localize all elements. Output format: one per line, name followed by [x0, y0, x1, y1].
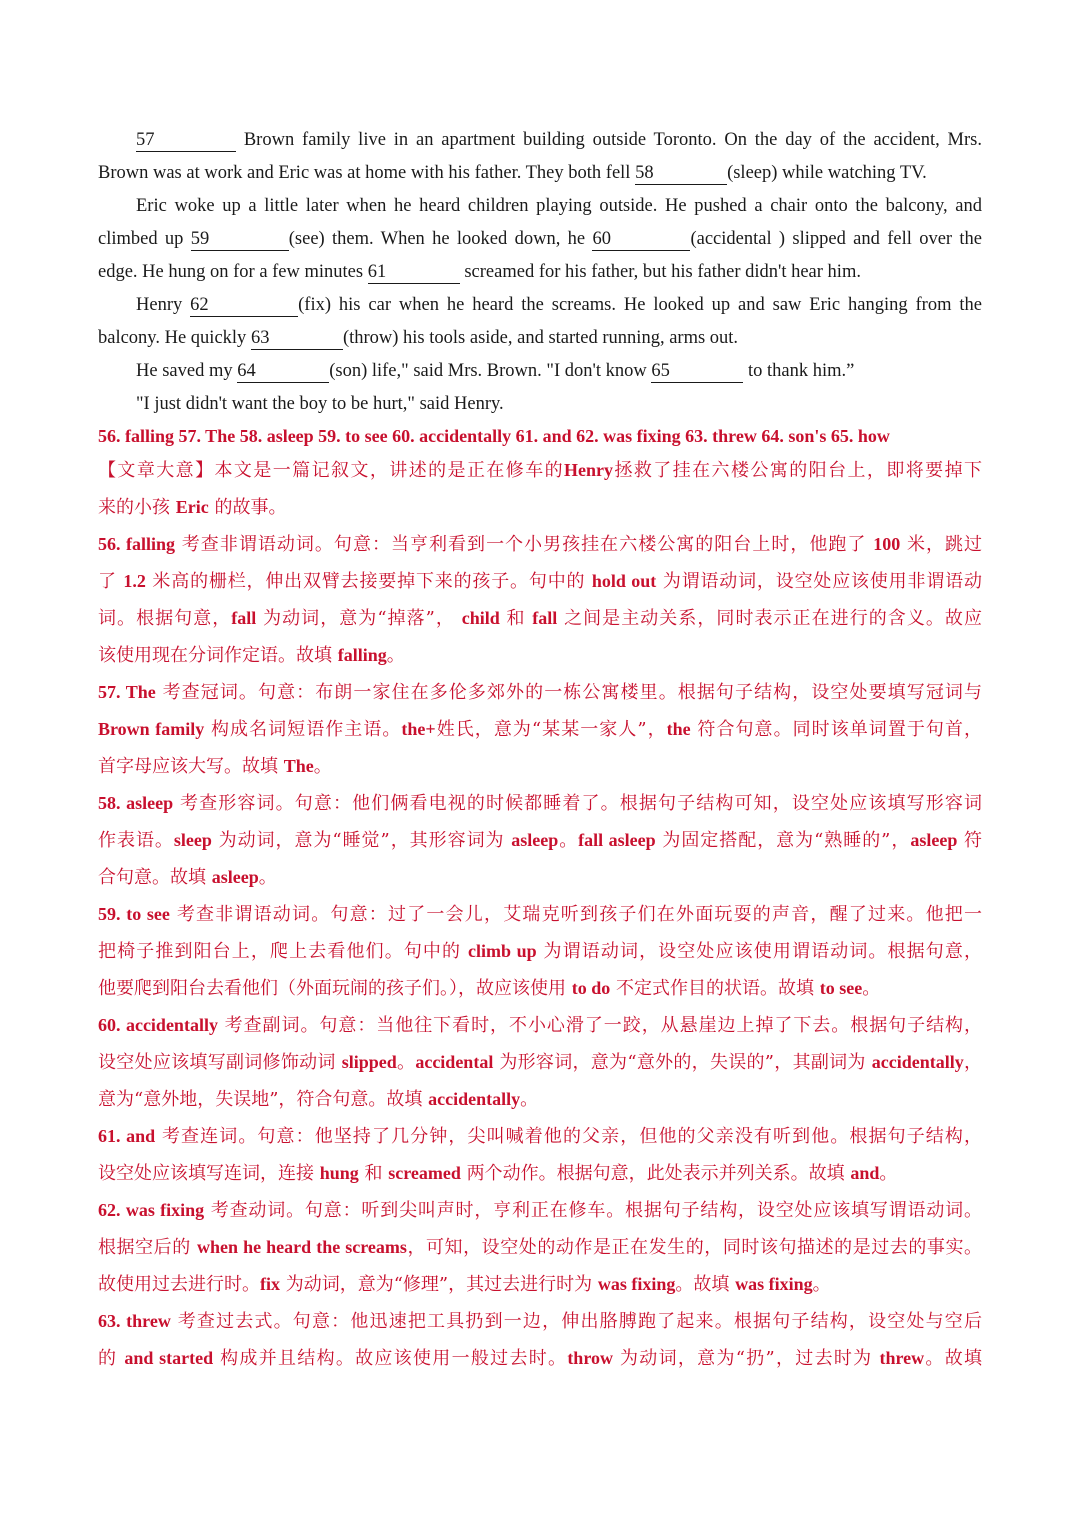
- text: 。: [386, 645, 405, 666]
- text: 。: [396, 1052, 416, 1073]
- blank-58: 58: [635, 162, 727, 185]
- text: slipped: [341, 1052, 397, 1072]
- text: 姓氏，意为“某某一家人”，: [435, 719, 667, 740]
- text: accidentally: [871, 1052, 964, 1072]
- explanation-58-line: [98, 859, 982, 896]
- answer-key-line: 56. falling 57. The 58. asleep 59. to see 60. accidentally 61. and 62. was fixing 63. threw 64. son's 65. how: [98, 426, 890, 446]
- text: 考查形容词。句意：他们俩看电视的时候都睡着了。根据句子结构可知，设空处应该填写形容词: [179, 793, 983, 814]
- explanation-60-line: [98, 1081, 982, 1118]
- passage-text: Brown was at work and Eric was at home with his father. They both fell: [98, 163, 631, 183]
- text: 63. threw: [98, 1311, 171, 1331]
- text: 。: [258, 867, 277, 888]
- passage-text: balcony. He quickly: [98, 328, 247, 348]
- text: 米高的栅栏，伸出双臂去接要掉下来的孩子。句中的: [152, 571, 586, 592]
- text: 作表语。: [98, 830, 174, 851]
- passage-line: [98, 157, 982, 190]
- blank-61: 61: [368, 261, 460, 284]
- explanation-63-line: [98, 1303, 982, 1340]
- passage-text: screamed for his father, but his father didn't hear him.: [464, 262, 861, 282]
- text: hold out: [591, 571, 657, 591]
- explanation-56-line: [98, 600, 982, 637]
- blank-60: 60: [592, 228, 690, 251]
- explanation-61-line: [98, 1155, 982, 1192]
- passage-text: "I just didn't want the boy to be hurt," said Henry.: [136, 394, 504, 414]
- text: threw: [879, 1348, 925, 1368]
- explanation-60-line: [98, 1044, 982, 1081]
- text: 和: [364, 1163, 383, 1184]
- text: The: [283, 756, 314, 776]
- passage-line: [98, 388, 982, 421]
- blank-64: 64: [237, 360, 329, 383]
- blank-57: 57: [136, 129, 236, 152]
- text: and started: [124, 1348, 214, 1368]
- passage-text: Eric woke up a little later when he heard children playing outside. He pushed a chair onto the balcony, and: [136, 196, 982, 216]
- text: 他要爬到阳台去看他们（外面玩闹的孩子们。），故应该使用: [98, 978, 566, 999]
- blank-62: 62: [190, 294, 298, 317]
- blank-63: 63: [251, 327, 343, 350]
- passage-line: [98, 223, 982, 256]
- summary-line: [98, 489, 982, 526]
- text: to see: [819, 978, 863, 998]
- text: 为固定搭配，意为“熟睡的”，: [662, 830, 911, 851]
- text: 符合句意。同时该单词置于句首，: [697, 719, 982, 740]
- text: 56. falling: [98, 534, 176, 554]
- text: the+: [401, 719, 436, 739]
- text: 59. to see: [98, 904, 170, 924]
- text: 设空处应该填写连词，连接: [98, 1163, 314, 1184]
- explanation-57-line: [98, 711, 982, 748]
- text: 。: [812, 1274, 831, 1295]
- text: 考查过去式。句意：他迅速把工具扔到一边，伸出胳膊跑了起来。根据句子结构，设空处与空后: [177, 1311, 982, 1332]
- text: 考查冠词。句意：布朗一家住在多伦多郊外的一栋公寓楼里。根据句子结构，设空处要填写冠词与: [162, 682, 982, 703]
- text: 考查非谓语动词。句意：过了一会儿，艾瑞克听到孩子们在外面玩耍的声音，醒了过来。他把一: [176, 904, 982, 925]
- text: was fixing: [597, 1274, 676, 1294]
- text: child: [461, 608, 500, 628]
- text: 60. accidentally: [98, 1015, 218, 1035]
- passage-text: Brown family live in an apartment building outside Toronto. On the day of the accident, Mrs.: [243, 130, 982, 150]
- text: 考查副词。句意：当他往下看时，不小心滑了一跤，从悬崖边上掉了下去。根据句子结构，: [224, 1015, 982, 1036]
- text: 之间是主动关系，同时表示正在进行的含义。故应: [564, 608, 982, 629]
- answer-key: [98, 421, 982, 451]
- summary-line: [98, 452, 982, 489]
- text: 根据空后的: [98, 1237, 191, 1258]
- text: throw: [567, 1348, 613, 1368]
- text: 为动词，意为“修理”，其过去进行时为: [285, 1274, 593, 1295]
- text: 57. The: [98, 682, 156, 702]
- passage-text: (see) them. When he looked down, he: [288, 229, 586, 249]
- text: 。故填: [675, 1274, 730, 1295]
- text: fix: [260, 1274, 280, 1294]
- text: to do: [571, 978, 611, 998]
- text: 。: [558, 830, 579, 851]
- passage-text: (throw) his tools aside, and started running, arms out.: [342, 328, 739, 348]
- passage-line: [98, 190, 982, 223]
- explanation-56-line: [98, 563, 982, 600]
- passage-text: Henry: [136, 295, 183, 315]
- text: accidental: [415, 1052, 494, 1072]
- text: Eric: [175, 497, 209, 517]
- explanation-62-line: [98, 1229, 982, 1266]
- text: 58. asleep: [98, 793, 174, 813]
- passage-line: [98, 322, 982, 355]
- explanation-58-line: [98, 822, 982, 859]
- text: asleep: [511, 830, 559, 850]
- passage-text: to thank him.”: [747, 361, 855, 381]
- explanation-59-line: [98, 896, 982, 933]
- text: was fixing: [735, 1274, 813, 1294]
- text: 考查连词。句意：他坚持了几分钟，尖叫喊着他的父亲，但他的父亲没有听到他。根据句子结构，: [161, 1126, 982, 1147]
- explanation-62-line: [98, 1266, 982, 1303]
- passage-line: [98, 124, 982, 157]
- text: 两个动作。根据句意，此处表示并列关系。故填: [466, 1163, 845, 1184]
- text: fall: [231, 608, 257, 628]
- text: 了: [98, 571, 117, 592]
- text: 。: [520, 1089, 539, 1110]
- passage-line: [98, 355, 982, 388]
- passage-text: (son) life," said Mrs. Brown. "I don't know: [329, 361, 647, 381]
- text: fall: [532, 608, 558, 628]
- text: 。故填: [924, 1348, 982, 1369]
- text: 【文章大意】本文是一篇记叙文，讲述的是正在修车的: [98, 460, 565, 481]
- text: 为动词，意为“睡觉”，其形容词为: [218, 830, 505, 851]
- passage-line: [98, 289, 982, 322]
- explanation-56-line: [98, 526, 982, 563]
- text: 。: [862, 978, 881, 999]
- text: 和: [506, 608, 526, 629]
- text: hung: [319, 1163, 359, 1183]
- text: 米，跳过: [906, 534, 982, 555]
- text: ，: [963, 1052, 983, 1073]
- text: 符: [964, 830, 983, 851]
- text: 拯救了挂在六楼公寓的阳台上，即将要掉下: [613, 460, 982, 481]
- blank-65: 65: [651, 360, 743, 383]
- text: the: [666, 719, 691, 739]
- text: 为形容词，意为“意外的，失误的”，其副词为: [499, 1052, 866, 1073]
- passage-text: climbed up: [98, 229, 184, 249]
- text: falling: [337, 645, 387, 665]
- explanation-59-line: [98, 933, 982, 970]
- text: climb up: [468, 941, 537, 961]
- text: when he heard the screams: [197, 1237, 407, 1257]
- passage-text: He saved my: [136, 361, 233, 381]
- text: accidentally: [428, 1089, 521, 1109]
- text: 首字母应该大写。故填: [98, 756, 278, 777]
- text: asleep: [211, 867, 259, 887]
- text: 故使用过去进行时。: [98, 1274, 260, 1295]
- text: 1.2: [123, 571, 146, 591]
- text: sleep: [173, 830, 212, 850]
- explanation-58-line: [98, 785, 982, 822]
- text: 为谓语动词，设空处应该使用谓语动词。根据句意，: [543, 941, 982, 962]
- text: screamed: [388, 1163, 461, 1183]
- text: 构成并且结构。故应该使用一般过去时。: [220, 1348, 568, 1369]
- explanation-57-line: [98, 674, 982, 711]
- passage-text: edge. He hung on for a few minutes: [98, 262, 364, 282]
- explanation-57-line: [98, 748, 982, 785]
- text: 。: [313, 756, 332, 777]
- explanation-60-line: [98, 1007, 982, 1044]
- explanation-56-line: [98, 637, 982, 674]
- text: 来的小孩: [98, 497, 170, 518]
- text: ，可知，设空处的动作是正在发生的，同时该句描述的是过去的事实。: [406, 1237, 982, 1258]
- cloze-passage: [98, 124, 982, 421]
- text: 设空处应该填写副词修饰动词: [98, 1052, 336, 1073]
- text: 61. and: [98, 1126, 156, 1146]
- text: 意为“意外地，失误地”，符合句意。故填: [98, 1089, 423, 1110]
- text: 词。根据句意，: [98, 608, 232, 629]
- text: Brown family: [98, 719, 205, 739]
- text: 为谓语动词，设空处应该使用非谓语动: [662, 571, 982, 592]
- text: Henry: [564, 460, 614, 480]
- text: 不定式作目的状语。故填: [615, 978, 814, 999]
- passage-line: [98, 256, 982, 289]
- passage-text: (accidental ) slipped and fell over the: [690, 229, 982, 249]
- text: 。: [879, 1163, 898, 1184]
- passage-text: (fix) his car when he heard the screams. He looked up and saw Eric hanging from the: [298, 295, 982, 315]
- text: 的: [98, 1348, 118, 1369]
- explanation-59-line: [98, 970, 982, 1007]
- text: 合句意。故填: [98, 867, 206, 888]
- blank-59: 59: [191, 228, 289, 251]
- text: asleep: [910, 830, 958, 850]
- text: 的故事。: [214, 497, 287, 518]
- text: 为动词，意为“掉落”，: [263, 608, 455, 629]
- text: 100: [873, 534, 901, 554]
- text: 把椅子推到阳台上，爬上去看他们。句中的: [98, 941, 462, 962]
- passage-text: (sleep) while watching TV.: [727, 163, 927, 183]
- text: 考查非谓语动词。句意：当亨利看到一个小男孩挂在六楼公寓的阳台上时，他跑了: [181, 534, 867, 555]
- explanation-62-line: [98, 1192, 982, 1229]
- text: and: [850, 1163, 880, 1183]
- explanation-61-line: [98, 1118, 982, 1155]
- explanations: [98, 452, 982, 1377]
- text: 构成名词短语作主语。: [210, 719, 402, 740]
- text: 为动词，意为“扔”，过去时为: [620, 1348, 873, 1369]
- text: 该使用现在分词作定语。故填: [98, 645, 332, 666]
- explanation-63-line: [98, 1340, 982, 1377]
- text: 62. was fixing: [98, 1200, 205, 1220]
- text: fall asleep: [578, 830, 656, 850]
- text: 考查动词。句意：听到尖叫声时，亨利正在修车。根据句子结构，设空处应该填写谓语动词。: [210, 1200, 983, 1221]
